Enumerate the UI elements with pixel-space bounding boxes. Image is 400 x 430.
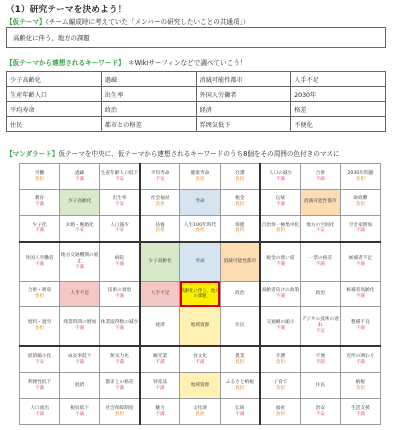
mandalart-cell [300,281,340,307]
cell-keyword: 経済 [155,323,165,329]
cell-keyword: 利便性低下 [27,379,52,385]
mandalart-cell [260,164,300,190]
mandalart-cell [340,399,380,425]
mandalart-cell [60,399,100,425]
cell-keyword: 成長率低下 [67,353,92,359]
cell-sentiment: 不満 [75,411,85,417]
mandalart-cell [60,189,100,215]
cell-keyword: 出生率 [112,196,127,202]
cell-keyword: 伝統 [235,405,245,411]
mandalart-cell [60,242,100,281]
cell-sentiment: 負担 [115,411,125,417]
keyword-row [7,117,386,132]
cell-sentiment: 負担 [195,176,205,182]
cell-keyword: 社会福祉 [150,196,170,202]
keywords-heading-label: 【仮テーマから連想されるキーワード】 [6,59,122,67]
cell-keyword: 生活支援 [351,405,370,411]
mandalart-cell [260,346,300,373]
cell-sentiment: 不満 [75,326,85,332]
cell-sentiment: 不安 [115,228,125,234]
cell-keyword: 都市との格差 [105,379,134,385]
cell-keyword: 税金の使い道 [266,256,295,262]
cell-sentiment: 不安 [115,176,125,182]
cell-sentiment: 負担 [235,202,245,208]
mandalart-grid [19,163,381,425]
theme-text: 高齢化に伴う、地方の課題 [13,34,90,42]
mandalart-cell [20,189,60,215]
cell-keyword: 文化財 [192,405,208,411]
keyword-row [7,87,386,102]
mandalart-cell [20,346,60,373]
mandalart-cell [100,242,140,281]
cell-keyword: 技術の衰退 [107,288,132,294]
cell-sentiment: 不満 [75,176,85,182]
cell-sentiment: 不満 [315,359,325,365]
cell-keyword: 消滅可能性都市 [303,199,337,205]
keyword-cell: 過疎 [101,72,196,87]
mandalart-cell [100,307,140,346]
cell-keyword: 人生100年時代 [183,222,217,228]
mandalart-cell [180,399,220,425]
cell-sentiment: 不安 [155,176,165,182]
cell-keyword: 労働 [34,170,45,176]
mandalart-cell [260,189,300,215]
cell-sentiment: 不満 [355,294,365,300]
mandalart-cell [140,307,180,346]
mandalart-cell [220,281,260,307]
mandalart-cell [100,346,140,373]
mandalart-cell [340,164,380,190]
cell-keyword: 伝統 [275,196,286,202]
mandalart-cell [340,189,380,215]
cell-keyword: 高齢者向けの政策 [261,288,300,294]
cell-keyword: 自治体一極集中化 [261,222,300,228]
cell-keyword: 無気力化 [110,353,129,359]
mandalart-cell [340,242,380,281]
keywords-heading [6,57,246,67]
mandalart-cell [300,307,340,346]
cell-sentiment: 不満 [115,359,125,365]
mandalart-cell [220,307,260,346]
keyword-cell: 経済 [196,102,291,117]
cell-keyword: 候補者高齢化 [346,288,375,294]
cell-keyword: 残業時間の増加 [63,320,97,326]
mandalart-cell [340,373,380,399]
mandalart-cell [100,281,140,307]
keyword-cell: 雰囲気低下 [196,117,291,132]
mandalart-cell [220,399,260,425]
mandalart-cell [180,215,220,242]
cell-keyword: 人口減少 [110,222,129,228]
cell-keyword: 税金 [235,196,245,202]
mandalart-cell [20,215,60,242]
mandalart-cell [220,215,260,242]
cell-sentiment: 不満 [155,359,165,365]
cell-keyword: 外国人労働者 [25,256,54,262]
mandalart-row [20,189,381,215]
cell-keyword: 平均寿命 [150,170,170,176]
mandalart-cell [260,373,300,399]
cell-keyword: 税収低下 [70,405,90,411]
keyword-cell: 住民 [7,117,102,132]
mandalart-cell [60,281,100,307]
mandalart-cell [220,373,260,399]
theme-heading-note: （チーム編成時に考えていた「メンバーの研究したいことの共通項」） [45,18,250,26]
mandalart-cell [340,215,380,242]
mandalart-cell [260,399,300,425]
mandalart-cell [20,399,60,425]
cell-sentiment: 不満 [35,385,45,391]
cell-sentiment: 不満 [35,261,45,267]
cell-sentiment: 不満 [75,264,85,270]
mandalart-cell [100,373,140,399]
cell-sentiment: 不満 [355,359,365,365]
mandalart-row [20,215,381,242]
cell-sentiment: 不満 [355,261,365,267]
cell-sentiment: 不満 [195,359,205,365]
cell-sentiment: 不満 [35,228,45,234]
cell-sentiment: 負担 [355,202,365,208]
cell-sentiment: 負担 [195,228,205,234]
keyword-cell: 出生率 [101,87,196,102]
cell-keyword: 健康寿命 [190,170,210,176]
mandalart-cell [20,164,60,190]
cell-sentiment: 不安 [115,202,125,208]
cell-keyword: 少子高齢化 [67,199,92,205]
cell-keyword: 生産年齢人口低下 [100,170,139,176]
cell-sentiment: 負担 [195,411,205,417]
keyword-cell: 外国人労働者 [196,87,291,102]
mandalart-cell [180,373,220,399]
cell-sentiment: 負担 [35,294,45,300]
mandalart-row [20,281,381,307]
cell-sentiment: 不満 [115,326,125,332]
mandalart-cell [180,307,220,346]
mandalart-cell [220,189,260,215]
cell-sentiment: 不満 [155,411,165,417]
cell-sentiment: 負担 [275,385,285,391]
cell-sentiment: 負担 [275,411,285,417]
cell-sentiment: 不満 [115,385,125,391]
cell-sentiment: 不満 [355,228,365,234]
mandalart-cell [300,189,340,215]
cell-keyword: 不便 [315,353,326,359]
cell-keyword: 病院 [114,256,125,262]
cell-sentiment: 負担 [235,359,245,365]
mandalart-cell [220,242,260,281]
cell-keyword: ふるさと納税 [225,379,254,385]
cell-sentiment: 不満 [275,326,285,332]
cell-keyword: 人手不足 [70,291,90,297]
cell-sentiment: 負担 [355,176,365,182]
cell-sentiment: 不満 [75,359,85,365]
cell-keyword: 治安 [315,405,326,411]
mandalart-cell [300,346,340,373]
keyword-cell: 格差 [291,102,386,117]
cell-sentiment: 不満 [315,176,325,182]
cell-sentiment: 不満 [315,261,325,267]
mandalart-cell [260,307,300,346]
cell-sentiment: 不安 [315,411,325,417]
cell-sentiment: 不満 [275,176,285,182]
mandalart-row [20,346,381,373]
mandalart-cell [180,242,220,281]
cell-keyword: 教育 [34,196,45,202]
cell-keyword: 過疎 [74,170,85,176]
cell-sentiment: 負担 [155,228,165,234]
cell-keyword: 政治 [315,291,326,297]
cell-keyword: 少子高齢化 [148,258,172,264]
cell-keyword: 未婚・晩婚化 [65,222,94,228]
cell-sentiment: 不満 [35,202,45,208]
cell-keyword: 納税 [355,379,366,385]
cell-keyword: 合併 [315,170,326,176]
cell-keyword: 人口流出 [30,405,49,411]
cell-keyword: 経済 [74,382,85,388]
mandalart-cell [140,164,180,190]
cell-keyword: デジタル技術の遅れ [301,317,339,329]
keyword-cell: 消滅可能性都市 [196,72,291,87]
cell-keyword: 少子化 [32,222,47,228]
cell-sentiment: 負担 [275,228,285,234]
mandalart-cell [60,346,100,373]
cell-sentiment: 負担 [35,176,45,182]
mandalart-cell [140,215,180,242]
mandalart-row [20,307,381,346]
mandalart-cell [340,307,380,346]
mandalart-cell [180,189,220,215]
cell-sentiment: 負担 [235,176,245,182]
keyword-row [7,102,386,117]
mandalart-cell [140,281,180,307]
mandalart-cell [20,242,60,281]
mandalart-cell [220,346,260,373]
cell-sentiment: 不満 [35,411,45,417]
theme-heading [6,16,250,26]
keyword-cell: 平均寿命 [7,102,102,117]
mandalart-cell [60,373,100,399]
cell-sentiment: 不満 [355,411,365,417]
cell-keyword: 空き家増加 [348,222,373,228]
mandalart-cell [180,346,220,373]
cell-keyword: 給料・過労 [27,320,52,326]
cell-keyword: 食文化 [192,353,208,359]
keyword-cell: 2030年 [291,87,386,102]
cell-keyword: 介護 [275,353,286,359]
mandalart-cell [20,281,60,307]
keywords-heading-note: ＊Wikiサーフィンなどで調べていこう！ [127,59,247,67]
cell-keyword: 地域資源 [190,323,210,329]
cell-keyword: 特産品 [153,379,168,385]
cell-sentiment: 不安 [315,329,325,335]
mandalart-cell [140,346,180,373]
cell-keyword: 休業取得数の減少 [100,320,139,326]
keyword-cell: 少子高齢化 [7,72,102,87]
cell-keyword: 候補者不足 [348,256,373,262]
cell-sentiment: 不安 [35,359,45,365]
keyword-cell: 都市との格差 [101,117,196,132]
cell-keyword: 住民 [315,382,326,388]
mandalart-cell [100,215,140,242]
cell-keyword: 政治 [235,291,245,297]
keyword-cell: 生産年齢人口 [7,87,102,102]
cell-keyword: 地方の空洞化 [306,222,335,228]
mandalart-cell [140,189,180,215]
mandalart-cell [260,242,300,281]
cell-sentiment: 負担 [235,385,245,391]
cell-keyword: 財政難 [353,196,368,202]
mandalart-row [20,373,381,399]
cell-keyword: 地方交通機関の廃止 [60,253,99,264]
mandalart-cell [100,399,140,425]
cell-keyword: 地域資源 [190,382,210,388]
cell-keyword: 農業 [235,353,245,359]
cell-sentiment: 負担 [275,359,285,365]
cell-keyword: 近所の関わり [346,353,375,359]
keyword-cell: 不便化 [291,117,386,132]
cell-sentiment: 不満 [275,261,285,267]
cell-keyword: 一票の格差 [308,256,333,262]
cell-keyword: 人口の減少 [268,170,293,176]
cell-sentiment: 不満 [115,261,125,267]
cell-keyword: 交通網の縮小 [266,320,295,326]
cell-keyword: 合併・吸収 [27,288,52,294]
cell-keyword: 2030年問題 [347,170,374,176]
mandalart-cell [100,164,140,190]
mandalart-cell [260,215,300,242]
mandalart-heading-note: 仮テーマを中央に、仮テーマから連想されるキーワードのうち8個をその周囲の色付きのマスに [58,150,340,158]
cell-sentiment: 不安 [75,228,85,234]
cell-sentiment: 不安 [315,228,325,234]
mandalart-cell [300,399,340,425]
cell-keyword: 高齢化に伴う、地方の課題 [180,288,220,299]
cell-keyword: 保健 [235,222,245,228]
cell-keyword: 子育て [273,379,288,385]
mandalart-row [20,399,381,425]
cell-keyword: 住民 [235,323,245,329]
cell-sentiment: 不満 [115,294,125,300]
cell-keyword: 寿命 [195,199,205,205]
cell-sentiment: 負担 [35,326,45,332]
cell-sentiment: 負担 [155,202,165,208]
cell-keyword: 消滅可能性都市 [223,258,257,264]
keyword-cell: 政治 [101,102,196,117]
theme-heading-label: 【仮テーマ】 [6,18,46,26]
mandalart-cell [300,164,340,190]
cell-sentiment: 不満 [155,385,165,391]
cell-keyword: 経済縮小化 [27,353,52,359]
mandalart-cell [220,164,260,190]
cell-keyword: 観光業 [153,353,168,359]
mandalart-cell [100,189,140,215]
cell-keyword: 社会保障制度 [105,405,134,411]
cell-sentiment: 不満 [355,326,365,332]
mandalart-cell [60,307,100,346]
cell-keyword: 人手不足 [150,291,170,297]
mandalart-row [20,242,381,281]
cell-keyword: 寿命 [195,258,205,264]
cell-keyword: 魅力 [155,405,165,411]
page-title: （1）研究テーマを決めよう！ [6,5,127,15]
cell-sentiment: 不満 [275,294,285,300]
mandalart-heading-label: 【マンダラート】 [6,150,59,158]
cell-keyword: 整備不良 [351,320,370,326]
cell-sentiment: 不満 [235,411,245,417]
mandalart-center-cell [180,281,220,307]
cell-sentiment: 負担 [235,228,245,234]
cell-keyword: 介護 [235,170,245,176]
mandalart-cell [140,373,180,399]
mandalart-cell [60,164,100,190]
mandalart-row [20,164,381,190]
cell-sentiment: 負担 [355,385,365,391]
keyword-table [6,71,386,132]
mandalart-cell [140,399,180,425]
cell-sentiment: 不満 [275,202,285,208]
mandalart-cell [140,242,180,281]
mandalart-cell [300,373,340,399]
mandalart-heading [6,148,340,158]
mandalart-cell [340,281,380,307]
cell-keyword: 福祉 [275,405,286,411]
mandalart-cell [20,307,60,346]
cell-keyword: 扶養 [155,222,165,228]
keyword-cell: 人手不足 [291,72,386,87]
theme-box [6,27,386,48]
keyword-row [7,72,386,87]
mandalart-cell [340,346,380,373]
mandalart-cell [300,242,340,281]
mandalart-cell [20,373,60,399]
mandalart-cell [180,164,220,190]
mandalart-cell [60,215,100,242]
mandalart-cell [260,281,300,307]
mandalart-cell [300,215,340,242]
